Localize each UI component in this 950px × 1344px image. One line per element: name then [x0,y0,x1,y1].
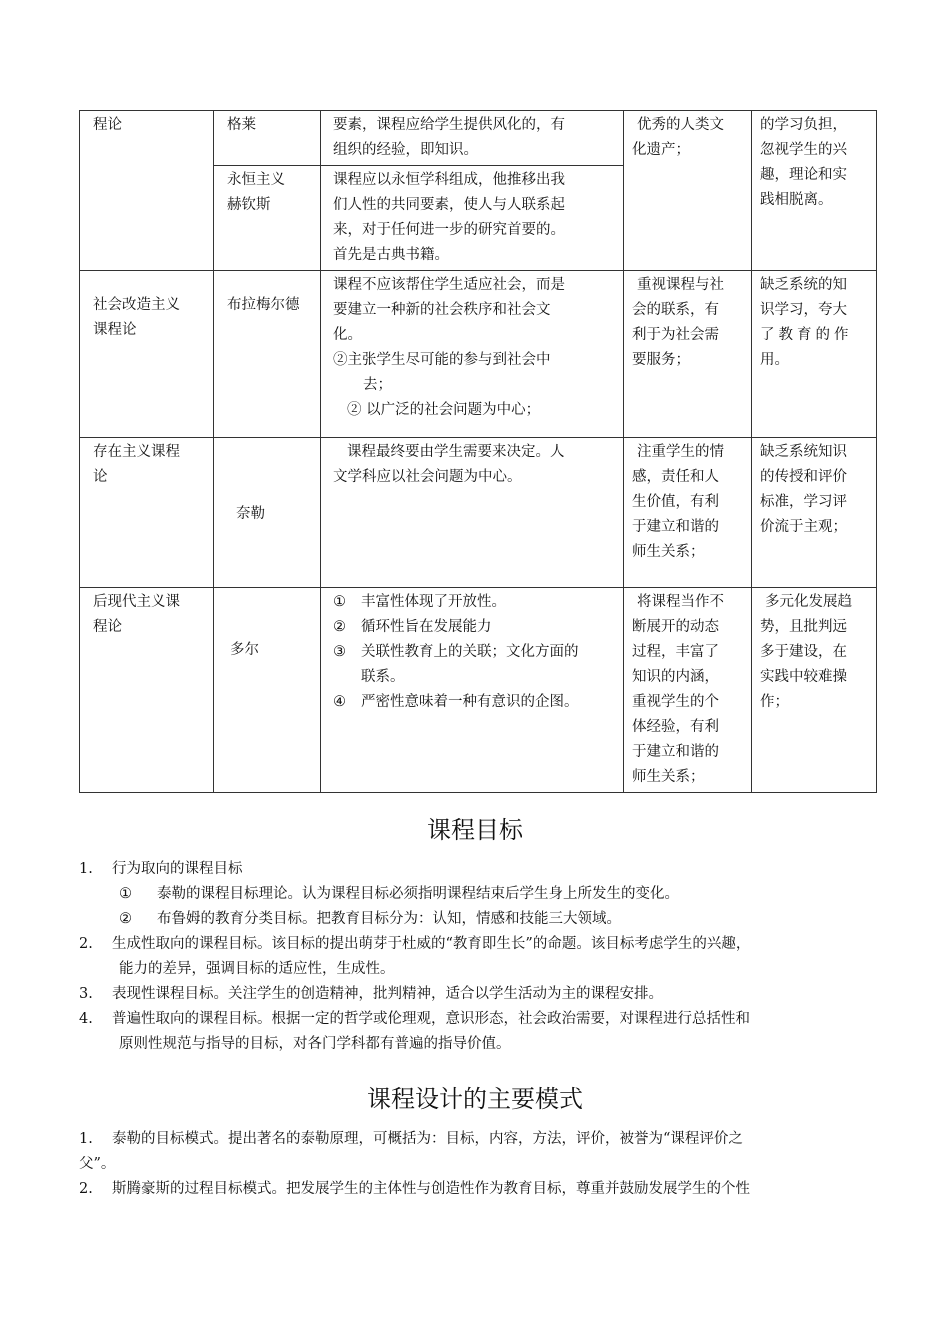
list-item: 联系。 [361,669,405,685]
section-heading-models: 课程设计的主要模式 [367,1085,583,1113]
content-cell: 要素，课程应给学生提供风化的，有 组织的经验，即知识。 [321,111,624,166]
list-item: ② 布鲁姆的教育分类目标。把教育目标分为：认知，情感和技能三大领域。 [119,911,621,927]
models-list: 1. 泰勒的目标模式。提出著名的泰勒原理，可概括为：目标，内容，方法，评价，被誉为“课程评价之 父”。 2. 斯腾豪斯的过程目标模式。把发展学生的主体性与创造性作为教育目标，尊重并鼓励发展学生的个性 [79,1127,879,1202]
list-item: 2. 斯腾豪斯的过程目标模式。把发展学生的主体性与创造性作为教育目标，尊重并鼓励发展学生的个性 [79,1181,750,1197]
merit-cell: 注重学生的情 感，责任和人 生价值，有利 于建立和谐的 师生关系； [624,438,752,588]
merit-cell: 优秀的人类文 化遗产； [624,111,752,271]
school-cell: 后现代主义课 程论 [80,588,214,793]
school-cell: 存在主义课程 论 [80,438,214,588]
list-item: 1. 泰勒的目标模式。提出著名的泰勒原理，可概括为：目标，内容，方法，评价，被誉为“课程评价之 [79,1131,743,1147]
merit-cell: 将课程当作不 断展开的动态 过程，丰富了 知识的内涵， 重视学生的个 体经验，有利 于建立和谐的 师生关系； [624,588,752,793]
list-item: 4. 普遍性取向的课程目标。根据一定的哲学或伦理观，意识形态，社会政治需要，对课程进行总括性和 [79,1011,750,1027]
content-cell [321,588,624,793]
school-cell: 程论 [80,111,214,271]
list-item: 2. 生成性取向的课程目标。该目标的提出萌芽于杜威的“教育即生长”的命题。该目标考虑学生的兴趣， [79,936,751,952]
content-cell: 课程不应该帮住学生适应社会，而是 要建立一种新的社会秩序和社会文 化。 ②主张学生尽可能的参与到社会中 去； ② 以广泛的社会问题为中心； [321,271,624,438]
list-item: 1. 行为取向的课程目标 [79,861,243,877]
merit-cell: 重视课程与社 会的联系，有 利于为社会需 要服务； [624,271,752,438]
demerit-cell: 缺乏系统的知 识学习，夸大 了教育的作 用。 [752,271,877,438]
demerit-cell: 的学习负担， 忽视学生的兴 趣，理论和实 践相脱离。 [752,111,877,271]
person-cell: 奈勒 [214,438,321,588]
curriculum-theory-table [79,110,877,793]
list-item: ④ 严密性意味着一种有意识的企图。 [333,694,579,710]
list-item: ③ 关联性教育上的关联；文化方面的 [333,644,579,660]
list-item: 3. 表现性课程目标。关注学生的创造精神，批判精神，适合以学生活动为主的课程安排。 [79,986,663,1002]
goals-list: 1. 行为取向的课程目标 ① 泰勒的课程目标理论。认为课程目标必须指明课程结束后学生身上所发生的变化。 ② 布鲁姆的教育分类目标。把教育目标分为：认知，情感和技能三大领域。 2. 生成性取向的课程目标。该目标的提出萌芽于杜威的“教育即生长”的命题。该目标考虑学生的兴趣， 能力的差异，强调目标的适应性，生成性。 3. 表现性课程目标。关注学生的创造精神，批判精神，适合以学生活动为主的课程安排。 4. 普遍性取向的课程目标。根据一定的哲学或伦理观，意识形态，社会政治需要，对课程进行总括性和 原则性规范与指导的目标，对各门学科都有普遍的指导价值。 [79,857,879,1057]
table-row [80,438,877,588]
table-row [80,588,877,793]
demerit-cell: 缺乏系统知识 的传授和评价 标准，学习评 价流于主观； [752,438,877,588]
demerit-cell: 多元化发展趋 势，且批判远 多于建设，在 实践中较难操 作； [752,588,877,793]
list-item: ① 泰勒的课程目标理论。认为课程目标必须指明课程结束后学生身上所发生的变化。 [119,886,679,902]
person-cell: 布拉梅尔德 [214,271,321,438]
list-item: ② 循环性旨在发展能力 [333,619,492,635]
content-cell: 课程最终要由学生需要来决定。人 文学科应以社会问题为中心。 [321,438,624,588]
content-cell: 课程应以永恒学科组成，他推移出我 们人性的共同要素，使人与人联系起 来，对于任何进一步的研究首要的。 首先是古典书籍。 [321,166,624,271]
table-row [80,111,877,166]
school-cell: 社会改造主义 课程论 [80,271,214,438]
list-item: ① 丰富性体现了开放性。 [333,594,506,610]
table-row [80,271,877,438]
person-cell: 永恒主义 赫钦斯 [214,166,321,271]
person-cell: 格莱 [214,111,321,166]
person-cell: 多尔 [214,588,321,793]
section-heading-goals: 课程目标 [427,816,523,844]
